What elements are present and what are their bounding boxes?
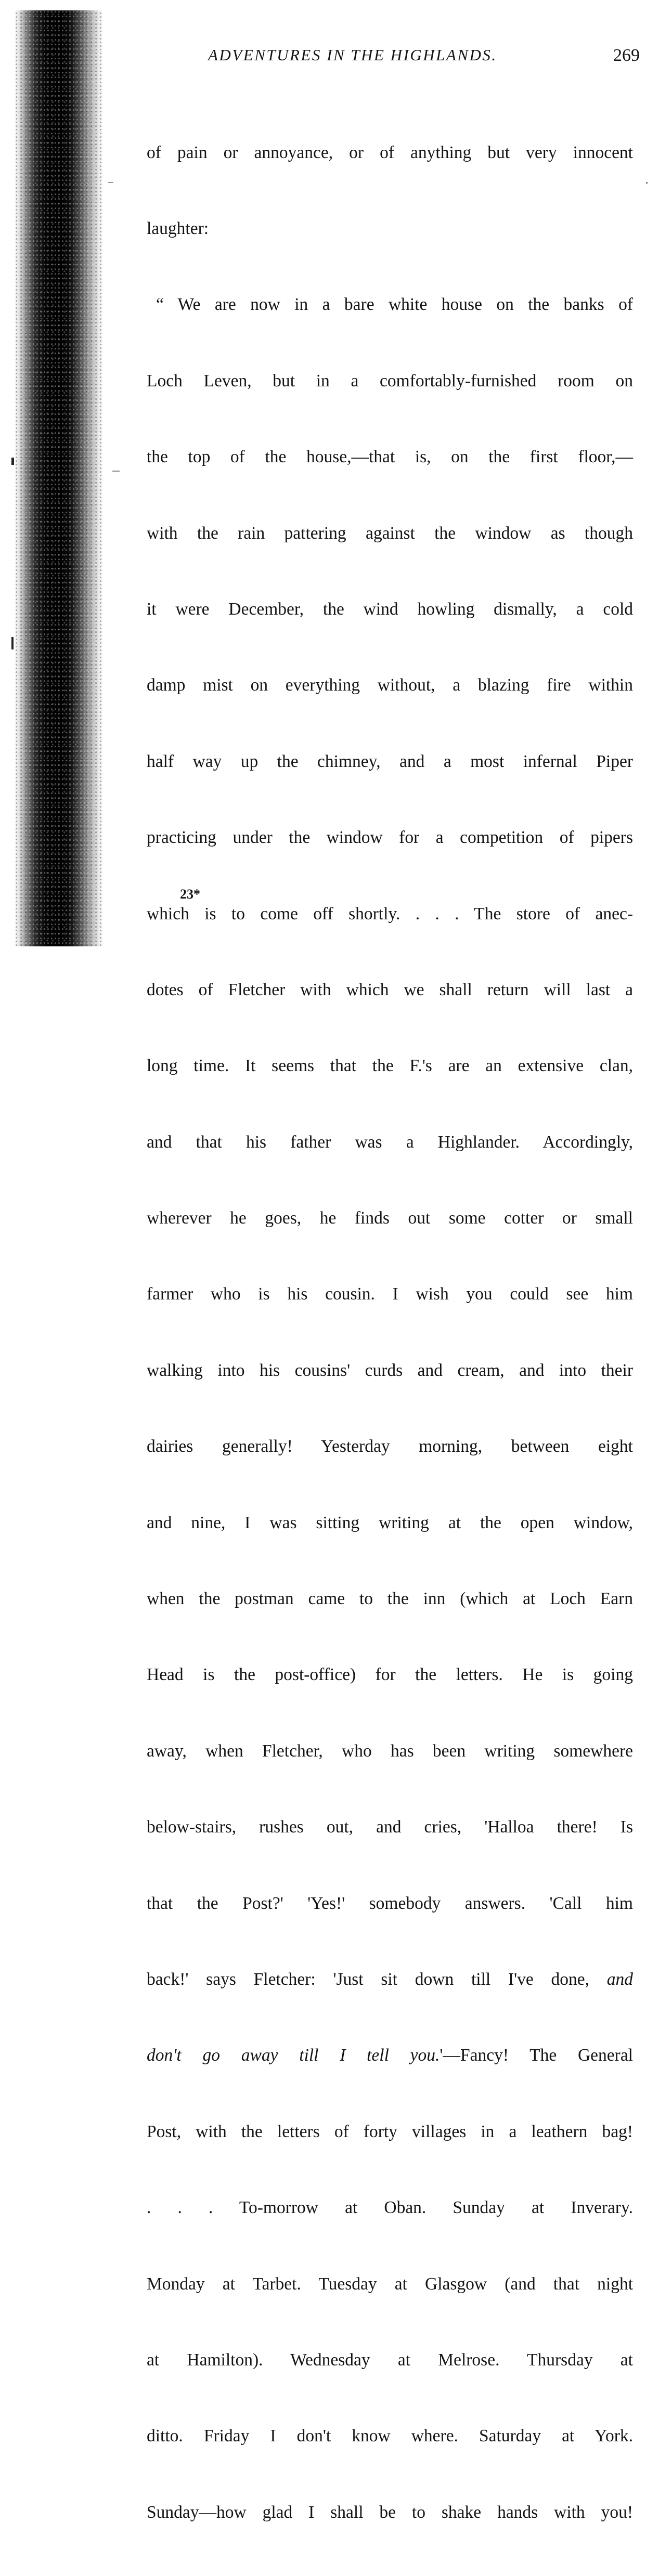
- binding-gutter-shadow: [15, 10, 103, 946]
- text-line: dairies generally! Yesterday morning, between eight: [147, 1437, 633, 1456]
- text-line: Sunday—how glad I shall be to shake hands with you!: [147, 2502, 633, 2522]
- text-line: dotes of Fletcher with which we shall return will last a: [147, 980, 633, 999]
- text-line: and nine, I was sitting writing at the open window,: [147, 1513, 633, 1532]
- text-run: '—Fancy! The General: [440, 2046, 633, 2065]
- text-line: ditto. Friday I don't know where. Saturday at York.: [147, 2426, 633, 2446]
- margin-speck: [112, 471, 120, 472]
- italic-text-run: and: [606, 1969, 634, 1989]
- running-header: [208, 46, 640, 73]
- text-line: half way up the chimney, and a most infernal Piper: [147, 751, 633, 771]
- text-line: Post, with the letters of forty villages in a leathern bag!: [147, 2122, 633, 2141]
- text-line: walking into his cousins' curds and cream, and into their: [147, 1360, 633, 1380]
- body-text: [147, 89, 633, 2576]
- text-line: at Hamilton). Wednesday at Melrose. Thursday at: [147, 2350, 633, 2370]
- text-line: Monday at Tarbet. Tuesday at Glasgow (and that night: [147, 2274, 633, 2294]
- text-line: long time. It seems that the F.'s are an extensive clan,: [147, 1056, 633, 1076]
- text-line: farmer who is his cousin. I wish you could see him: [147, 1284, 633, 1304]
- text-line: away, when Fletcher, who has been writing somewhere: [147, 1741, 633, 1761]
- text-line: damp mist on everything without, a blazing fire within: [147, 675, 633, 695]
- page-number: 269: [613, 46, 640, 65]
- text-line: wherever he goes, he finds out some cotter or small: [147, 1208, 633, 1228]
- text-line: that the Post?' 'Yes!' somebody answers. 'Call him: [147, 1893, 633, 1913]
- text-line: below-stairs, rushes out, and cries, 'Halloa there! Is: [147, 1817, 633, 1837]
- text-line: Loch Leven, but in a comfortably-furnished room on: [147, 371, 633, 391]
- text-line: it were December, the wind howling dismally, a cold: [147, 599, 633, 619]
- text-line: with the rain pattering against the window as though: [147, 523, 633, 543]
- text-line: which is to come off shortly. . . . The store of anec-: [147, 904, 633, 923]
- margin-speck: [108, 182, 113, 183]
- running-title: ADVENTURES IN THE HIGHLANDS.: [208, 46, 497, 64]
- printer-signature-mark: 23*: [180, 887, 200, 902]
- text-line-mixed: [147, 1967, 633, 1993]
- text-line: and that his father was a Highlander. Accordingly,: [147, 1132, 633, 1152]
- text-line: practicing under the window for a competition of pipers: [147, 828, 633, 848]
- text-line: of pain or annoyance, or of anything but very innocent: [147, 142, 633, 162]
- text-line: “ We are now in a bare white house on the banks of: [156, 295, 633, 315]
- text-line: laughter:: [147, 218, 209, 238]
- italic-text-run: don't go away till I tell you.: [147, 2046, 440, 2065]
- text-line: the top of the house,—that is, on the first floor,—: [147, 447, 633, 467]
- text-run: back!' says Fletcher: 'Just sit down till I've done,: [147, 1969, 589, 1989]
- text-line: Head is the post-office) for the letters. He is going: [147, 1665, 633, 1685]
- margin-speck: [11, 637, 14, 649]
- text-line: . . . To-morrow at Oban. Sunday at Inverary.: [147, 2198, 633, 2218]
- margin-speck: [11, 458, 14, 465]
- margin-speck: [646, 182, 648, 184]
- text-line: when the postman came to the inn (which at Loch Earn: [147, 1589, 633, 1609]
- text-line-mixed: [147, 2043, 633, 2068]
